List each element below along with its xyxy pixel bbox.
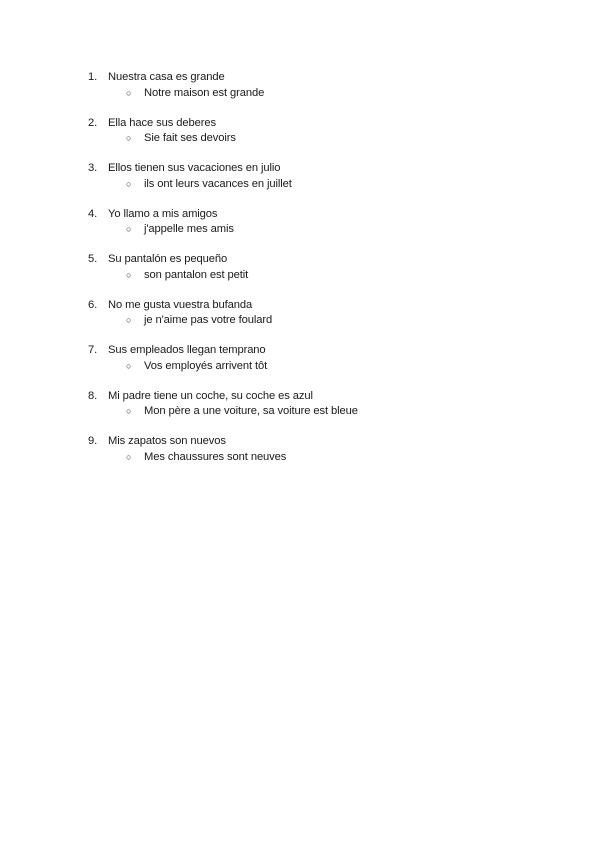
item-number: 6. <box>88 298 98 311</box>
item-number: 7. <box>88 344 98 356</box>
hollow-bullet-icon: ○ <box>126 87 132 98</box>
hollow-bullet-icon: ○ <box>126 451 132 462</box>
french-sentence: Sie fait ses devoirs <box>144 132 236 144</box>
spanish-sentence: Mis zapatos son nuevos <box>108 435 226 447</box>
item-number: 3. <box>88 162 98 174</box>
item-number: 8. <box>88 389 98 402</box>
hollow-bullet-icon: ○ <box>126 406 132 416</box>
french-sentence: Mon père a une voiture, sa voiture est bleue <box>144 405 358 417</box>
spanish-sentence: Yo llamo a mis amigos <box>108 207 218 220</box>
item-number: 2. <box>88 116 98 129</box>
hollow-bullet-icon: ○ <box>126 360 132 371</box>
spanish-sentence: No me gusta vuestra bufanda <box>108 298 253 311</box>
hollow-bullet-icon: ○ <box>126 224 132 234</box>
hollow-bullet-icon: ○ <box>126 315 132 325</box>
spanish-sentence: Nuestra casa es grande <box>108 71 225 83</box>
spanish-sentence: Mi padre tiene un coche, su coche es azul <box>108 389 313 402</box>
spanish-sentence: Su pantalón es pequeño <box>108 253 228 265</box>
hollow-bullet-icon: ○ <box>126 133 132 143</box>
item-number: 9. <box>88 435 98 447</box>
french-sentence: Mes chaussures sont neuves <box>144 450 287 463</box>
item-number: 5. <box>88 253 98 265</box>
french-sentence: je n'aime pas votre foulard <box>144 314 273 326</box>
french-sentence: j'appelle mes amis <box>144 223 234 235</box>
spanish-sentence: Sus empleados llegan temprano <box>108 344 266 356</box>
french-sentence: Notre maison est grande <box>144 86 265 99</box>
item-number: 1. <box>88 71 98 83</box>
spanish-sentence: Ella hace sus deberes <box>108 116 216 129</box>
french-sentence: Vos employés arrivent tôt <box>144 359 268 372</box>
french-sentence: son pantalon est petit <box>144 268 249 281</box>
hollow-bullet-icon: ○ <box>126 269 132 280</box>
hollow-bullet-icon: ○ <box>126 178 132 189</box>
item-number: 4. <box>88 207 98 220</box>
french-sentence: ils ont leurs vacances en juillet <box>144 177 292 190</box>
spanish-sentence: Ellos tienen sus vacaciones en julio <box>108 162 281 174</box>
